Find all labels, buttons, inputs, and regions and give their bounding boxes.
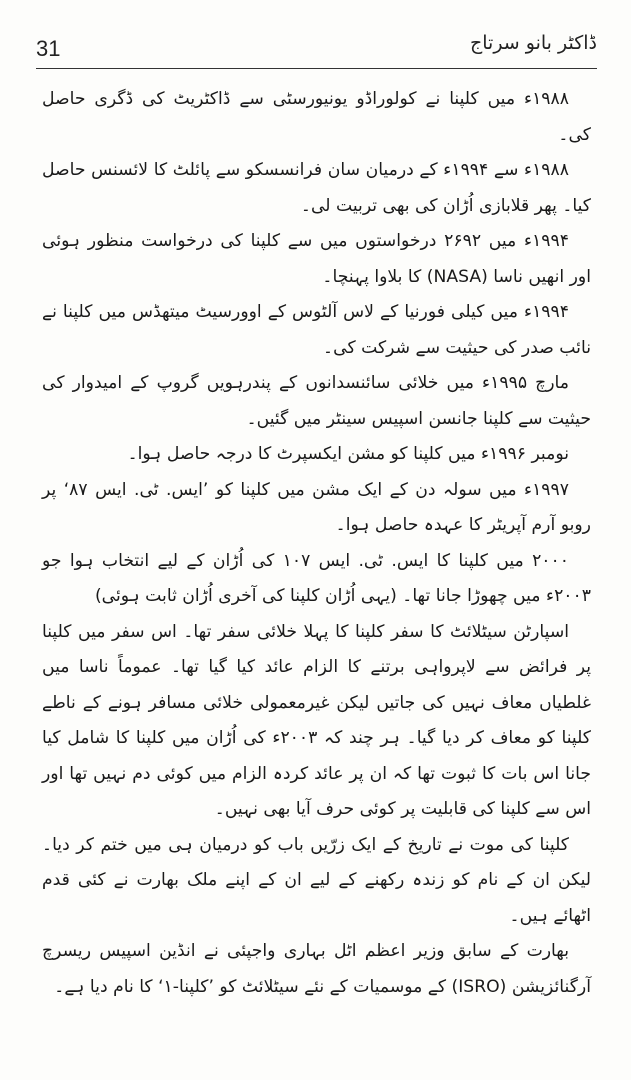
header-divider	[36, 68, 597, 69]
page-header	[36, 30, 597, 66]
paragraph: اسپارٹن سیٹلائٹ کا سفر کلپنا کا پہلا خلائی سفر تھا۔ اس سفر میں کلپنا پر فرائض سے لاپرواہی برتنے کا الزام عائد کیا گیا تھا۔ عموماً ناسا میں غلطیاں معاف نہیں کی جاتیں لیکن غیرمعمولی خلائی مسافر ہونے کے ناطے کلپنا کو معاف کر دیا گیا۔ ہر چند کہ ۲۰۰۳ء کی اُڑان میں کلپنا کا شامل کیا جانا اس بات کا ثبوت تھا کہ ان پر عائد کردہ الزام میں کوئی دم نہیں تھا اور اس سے کلپنا کی قابلیت پر کوئی حرف آیا بھی نہیں۔	[42, 621, 591, 819]
paragraph: ۲۰۰۰ میں کلپنا کا ایس. ٹی. ایس ۱۰۷ کی اُڑان کے لیے انتخاب ہوا جو ۲۰۰۳ء میں چھوڑا جانا تھا۔ (یہی اُڑان کلپنا کی آخری اُڑان ثابت ہوئی)	[42, 550, 591, 606]
paragraph: کلپنا کی موت نے تاریخ کے ایک زرّیں باب کو درمیان ہی میں ختم کر دیا۔ لیکن ان کے نام کو زندہ رکھنے کے لیے ان کے اپنے ملک بھارت نے کئی قدم اٹھائے ہیں۔	[42, 834, 591, 926]
paragraph: مارچ ۱۹۹۵ء میں خلائی سائنسدانوں کے پندرہویں گروپ کے امیدوار کی حیثیت سے کلپنا جانسن اسپیس سینٹر میں گئیں۔	[42, 373, 591, 429]
paragraph: ۱۹۹۴ء میں کیلی فورنیا کے لاس آلٹوس کے اوورسیٹ میتھڈس میں کلپنا نے نائب صدر کی حیثیت سے شرکت کی۔	[42, 302, 591, 358]
paragraph: بھارت کے سابق وزیر اعظم اٹل بہاری واجپئی نے انڈین اسپیس ریسرچ آرگنائزیشن (ISRO) کے موسمیات کے نئے سیٹلائٹ کو ’کلپنا-۱‘ کا نام دیا ہے۔	[42, 941, 591, 997]
paragraph: ۱۹۸۸ء میں کلپنا نے کولوراڈو یونیورسٹی سے ڈاکٹریٹ کی ڈگری حاصل کی۔	[42, 89, 591, 145]
paragraph: نومبر ۱۹۹۶ء میں کلپنا کو مشن ایکسپرٹ کا درجہ حاصل ہوا۔	[127, 444, 569, 464]
running-title: ڈاکٹر بانو سرتاج	[469, 32, 597, 54]
page-number: 31	[36, 36, 61, 61]
paragraph: ۱۹۹۴ء میں ۲۶۹۲ درخواستوں میں سے کلپنا کی درخواست منظور ہوئی اور انھیں ناسا (NASA) کا بلاوا پہنچا۔	[42, 231, 591, 287]
paragraph: ۱۹۹۷ء میں سولہ دن کے ایک مشن میں کلپنا کو ’ایس. ٹی. ایس ۸۷‘ پر روبو آرم آپریٹر کا عہدہ حاصل ہوا۔	[42, 479, 591, 535]
paragraph: ۱۹۸۸ء سے ۱۹۹۴ء کے درمیان سان فرانسسکو سے پائلٹ کا لائسنس حاصل کیا۔ پھر قلابازی اُڑان کی بھی تربیت لی۔	[42, 160, 591, 216]
page-body	[42, 82, 591, 1005]
